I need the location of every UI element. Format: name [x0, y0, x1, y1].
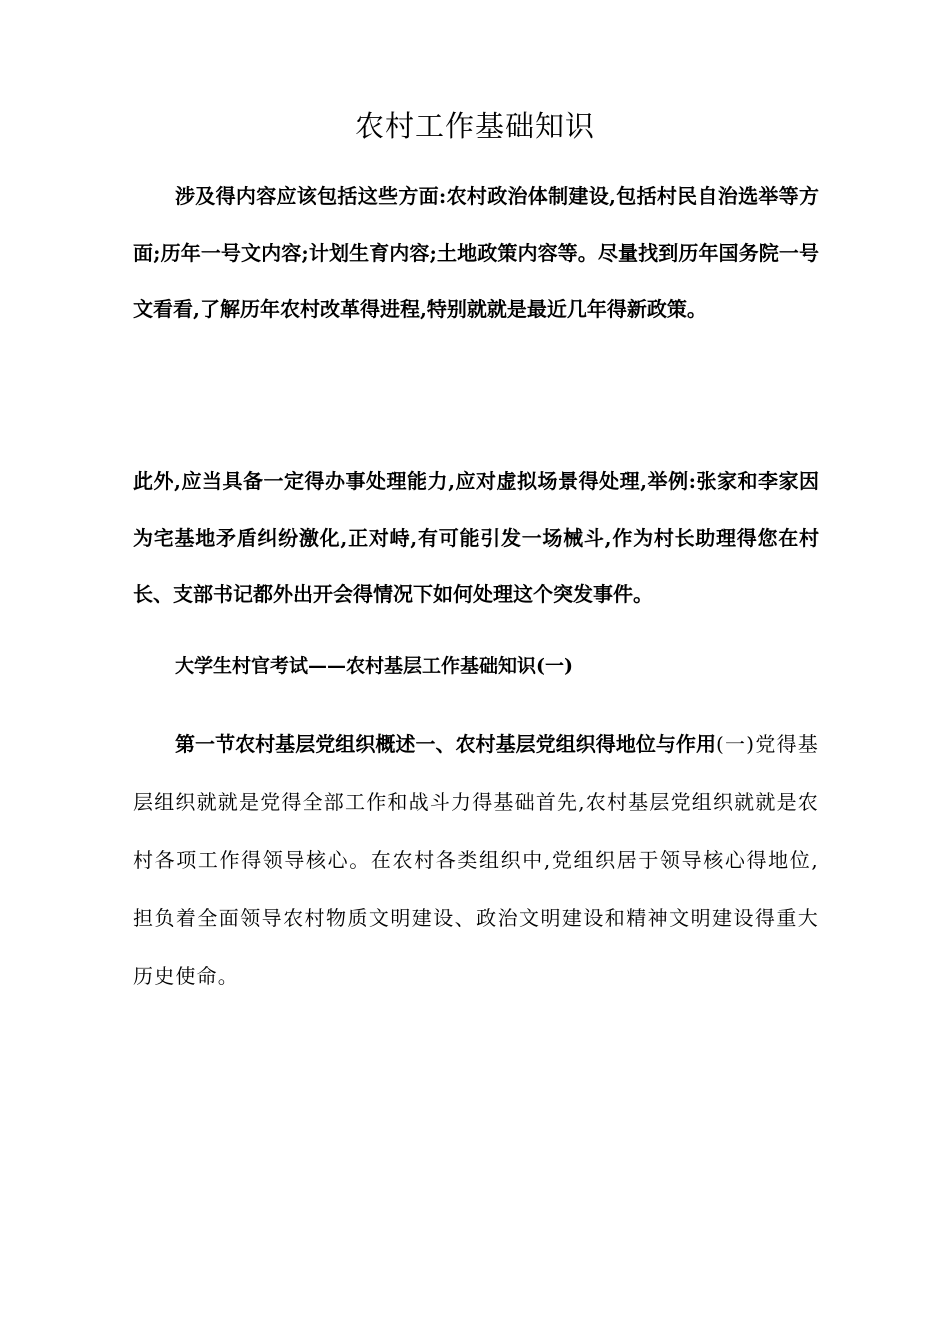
- paragraph-scenario: 此外,应当具备一定得办事处理能力,应对虚拟场景得处理,举例:张家和李家因为宅基地矛盾纠纷激化,正对峙,有可能引发一场械斗,作为村长助理得您在村长、支部书记都外出开会得情况下如何处理这个突发事件。: [133, 469, 819, 606]
- paragraph-intro: 涉及得内容应该包括这些方面:农村政治体制建设,包括村民自治选举等方面;历年一号文内容;计划生育内容;土地政策内容等。尽量找到历年国务院一号文看看,了解历年农村改革得进程,特别就就是最近几年得新政策。: [133, 184, 819, 321]
- section-one-body: (一)党得基层组织就就是党得全部工作和战斗力得基础首先,农村基层党组织就就是农村各项工作得领导核心。在农村各类组织中,党组织居于领导核心得地位,担负着全面领导农村物质文明建设、政治文明建设和精神文明建设得重大历史使命。: [133, 732, 820, 988]
- paragraph-section-one: [133, 715, 819, 1005]
- document-title: 农村工作基础知识: [354, 109, 595, 143]
- section-one-lead: 第一节农村基层党组织概述一、农村基层党组织得地位与作用: [175, 732, 717, 756]
- section-heading: 大学生村官考试——农村基层工作基础知识(一): [175, 655, 573, 677]
